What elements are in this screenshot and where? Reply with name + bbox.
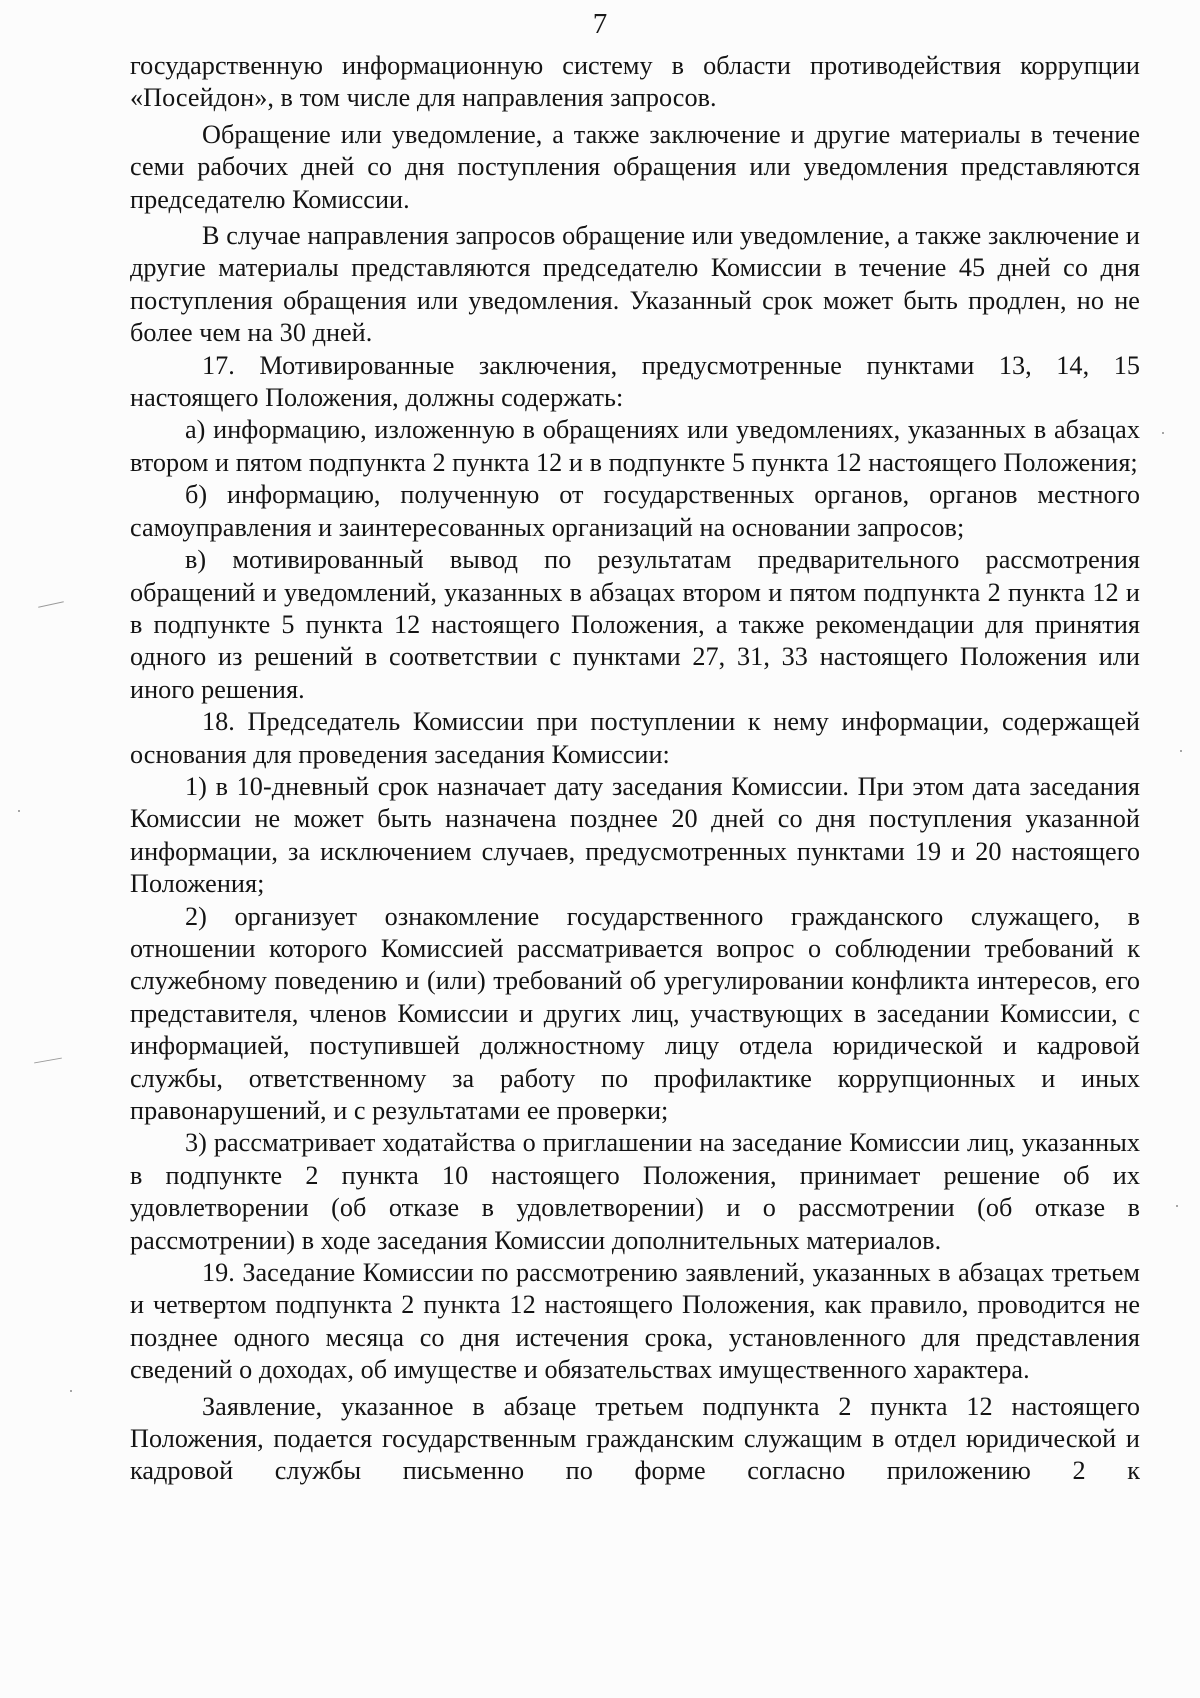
paragraph-item-18: 18. Председатель Комиссии при поступлении к нему информации, содержащей основания для проведения заседания Комиссии: xyxy=(130,707,1140,769)
document-body xyxy=(130,50,1140,1488)
scan-speck xyxy=(1176,1205,1178,1207)
scan-speck xyxy=(18,810,20,812)
scan-mark xyxy=(34,1058,62,1064)
subparagraph-1: 1) в 10-дневный срок назначает дату заседания Комиссии. При этом дата заседания Комиссии не может быть назначена позднее 20 дней со дня поступления указанной информации, за исключением случаев, предусмотренных пунктами 19 и 20 настоящего Положения; xyxy=(130,771,1140,899)
paragraph-item-19: 19. Заседание Комиссии по рассмотрению заявлений, указанных в абзацах третьем и четвертом подпункта 2 пункта 12 настоящего Положения, как правило, проводится не позднее одного месяца со дня истечения срока, установленного для представления сведений о доходах, об имуществе и обязательствах имущественного характера. xyxy=(130,1258,1140,1385)
paragraph-item-17: 17. Мотивированные заключения, предусмотренные пунктами 13, 14, 15 настоящего Положения, должны содержать: xyxy=(130,350,1140,413)
scan-speck xyxy=(1162,432,1164,434)
paragraph-appeal-forwarding: Обращение или уведомление, а также заключение и другие материалы в течение семи рабочих дней со дня поступления обращения или уведомления представляются председателю Комиссии. xyxy=(130,119,1140,214)
scan-mark xyxy=(38,601,64,607)
subparagraph-v: в) мотивированный вывод по результатам предварительного рассмотрения обращений и уведомлений, указанных в абзацах втором и пятом подпункта 2 пункта 12 и в подпункте 5 пункта 12 настоящего Положения, а также рекомендации для принятия одного из решений в соответствии с пунктами 27, 31, 33 настоящего Положения или иного решения. xyxy=(130,545,1140,704)
page-number: 7 xyxy=(592,8,608,40)
subparagraph-a: а) информацию, изложенную в обращениях или уведомлениях, указанных в абзацах втором и пятом подпункта 2 пункта 12 и в подпункте 5 пункта 12 настоящего Положения; xyxy=(130,415,1140,477)
scan-speck xyxy=(1180,750,1182,752)
subparagraph-3: 3) рассматривает ходатайства о приглашении на заседание Комиссии лиц, указанных в подпункте 2 пункта 10 настоящего Положения, принимает решение об их удовлетворении (об отказе в удовлетворении) и о рассмотрении (об отказе в рассмотрении) в ходе заседания Комиссии дополнительных материалов. xyxy=(130,1128,1140,1255)
paragraph-request-deadline: В случае направления запросов обращение или уведомление, а также заключение и другие материалы представляются председателю Комиссии в течение 45 дней со дня поступления обращения или уведомления. Указанный срок может быть продлен, но не более чем на 30 дней. xyxy=(130,221,1140,348)
scan-speck xyxy=(70,1390,72,1392)
subparagraph-2: 2) организует ознакомление государственного гражданского служащего, в отношении которого Комиссией рассматривается вопрос о соблюдении требований к служебному поведению и (или) требований об урегулировании конфликта интересов, его представителя, членов Комиссии и других лиц, участвующих в заседании Комиссии, с информацией, поступившей должностному лицу отдела юридической и кадровой службы, ответственному за работу по профилактике коррупционных и иных правонарушений, и с результатами ее проверки; xyxy=(130,901,1140,1125)
subparagraph-b: б) информацию, полученную от государственных органов, органов местного самоуправления и заинтересованных организаций на основании запросов; xyxy=(130,480,1140,542)
paragraph-statement: Заявление, указанное в абзаце третьем подпункта 2 пункта 12 настоящего Положения, подается государственным гражданским служащим в отдел юридической и кадровой службы письменно по форме согласно приложению 2 к xyxy=(130,1391,1140,1486)
paragraph-continuation: государственную информационную систему в области противодействия коррупции «Посейдон», в том числе для направления запросов. xyxy=(130,51,1140,113)
